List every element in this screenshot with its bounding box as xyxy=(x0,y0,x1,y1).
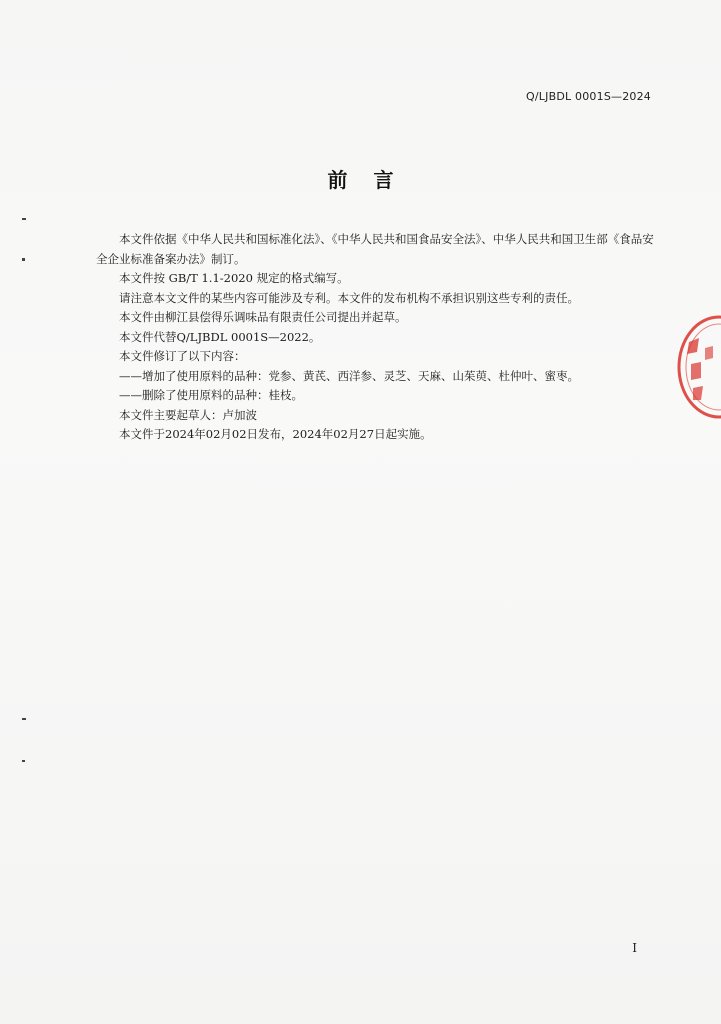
paragraph-format: 本文件按 GB/T 1.1-2020 规定的格式编写。 xyxy=(119,271,349,285)
paragraph-patent: 请注意本文文件的某些内容可能涉及专利。本文件的发布机构不承担识别这些专利的责任。 xyxy=(119,290,579,305)
scan-mark xyxy=(22,718,26,720)
paragraph-revision-intro: 本文件修订了以下内容： xyxy=(119,349,246,363)
paragraph-replaces: 本文件代替Q/LJBDL 0001S—2022。 xyxy=(119,329,321,344)
paragraph-dates: 本文件于2024年02月02日发布，2024年02月27日起实施。 xyxy=(119,427,432,441)
paragraph-revision-added: ——增加了使用原料的品种：党参、黄芪、西洋参、灵芝、天麻、山茱萸、杜仲叶、蜜枣。 xyxy=(119,368,579,383)
paragraph-basis: 本文件依据《中华人民共和国标准化法》、《中华人民共和国食品安全法》、中华人民共和国卫生部《食品安全企业标准备案办法》制订。 xyxy=(96,232,654,266)
preface-body xyxy=(96,230,658,445)
document-code: Q/LJBDL 0001S—2024 xyxy=(526,90,651,103)
scan-mark xyxy=(22,218,26,220)
scan-mark xyxy=(22,760,25,762)
page-number: I xyxy=(632,941,637,955)
paragraph-main-drafter: 本文件主要起草人：卢加波 xyxy=(119,407,257,422)
paragraph-drafter-org: 本文件由柳江县偿得乐调味品有限责任公司提出并起草。 xyxy=(119,310,407,324)
seal-stamp-icon xyxy=(671,312,721,422)
paragraph-revision-removed: ——删除了使用原料的品种：桂枝。 xyxy=(119,388,303,402)
page-title: 前言 xyxy=(327,168,420,192)
scan-mark xyxy=(22,258,25,261)
